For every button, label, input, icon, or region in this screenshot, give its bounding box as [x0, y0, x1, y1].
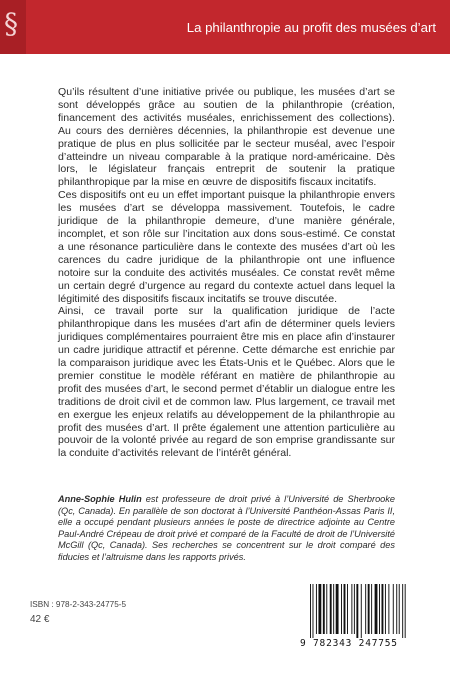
section-sign-icon: § — [4, 7, 18, 40]
barcode-bar — [399, 584, 400, 634]
barcode-bar — [382, 584, 384, 634]
barcode-bar — [323, 584, 325, 634]
barcode-bar — [385, 584, 386, 634]
barcode-bar — [326, 584, 327, 634]
barcode-bar — [361, 584, 362, 638]
barcode-digits: 9 782343 247755 — [300, 638, 398, 649]
barcode-bar — [396, 584, 397, 634]
barcode-bar — [344, 584, 346, 634]
barcode-bar — [356, 584, 358, 638]
barcode-bar — [388, 584, 389, 634]
price: 42 € — [30, 614, 50, 625]
summary-paragraph-2: Ces dispositifs ont eu un effet important puisque la philanthropie envers les musées d’art se développa massivement. Toutefois, le cadre juridique de la philanthropie demeure, d’une manière générale, incomplet, et son rôle sur l’incitation aux dons sous-estimé. Ce constat a une résonance particulière dans le contexte des musées d’art où les carences du cadre juridique de la philanthropie ont une influence notoire sur la conduite des activités muséales. Ce constat revêt même un certain degré d’urgence au regard du contexte actuel dans lequel la légitimité des dispositifs fiscaux incitatifs se trouve discutée. — [58, 189, 395, 305]
barcode-bar — [310, 584, 311, 638]
barcode-bar — [341, 584, 342, 634]
barcode-bar — [313, 584, 314, 638]
barcode-bar — [354, 584, 355, 634]
author-name: Anne-Sophie Hulin — [58, 494, 142, 504]
barcode-bar — [347, 584, 348, 634]
barcode-bar — [333, 584, 334, 634]
barcode — [300, 584, 424, 654]
author-bio-text: est professeure de droit privé à l’Université de Sherbrooke (Qc, Canada). En parallèle de son doctorat à l’Université Panthéon-Assas Paris II, elle a occupé pendant plusieurs années le poste de directrice adjointe au Centre Paul-André Crépeau de droit privé et comparé de la Faculté de droit de l’Université McGill (Qc, Canada). Ses recherches se concentrent sur le droit comparé des fiducies et l’altruisme dans les rapports privés. — [58, 494, 395, 562]
barcode-bar — [393, 584, 394, 634]
barcode-bars — [308, 584, 424, 638]
barcode-bar — [402, 584, 403, 638]
barcode-bar — [375, 584, 378, 634]
barcode-bar — [379, 584, 380, 634]
summary-text — [58, 86, 395, 460]
publisher-logo — [0, 0, 26, 54]
isbn: ISBN : 978-2-343-24775-5 — [30, 600, 127, 609]
barcode-bar — [316, 584, 317, 634]
barcode-bar — [405, 584, 406, 638]
summary-paragraph-1: Qu’ils résultent d’une initiative privée ou publique, les musées d’art se sont développés grâce au soutien de la philanthropie (création, financement des activités muséales, enrichissement des collections). Au cours des dernières décennies, la philanthropie est devenue une pratique de plus en plus sollicitée par le secteur muséal, avec l’espoir d’atteindre un niveau comparable à la pratique nord-américaine. Dès lors, le législateur français entreprit de soutenir la pratique philanthropique par la mise en œuvre de dispositifs fiscaux incitatifs. — [58, 86, 395, 189]
barcode-bar — [351, 584, 352, 634]
barcode-bar — [371, 584, 372, 634]
barcode-bar — [368, 584, 370, 634]
barcode-bar — [318, 584, 321, 634]
book-title: La philanthropie au profit des musées d’art — [186, 20, 436, 35]
summary-paragraph-3: Ainsi, ce travail porte sur la qualification juridique de l’acte philanthropique dans les musées d’art afin de déterminer quels leviers juridiques complémentaires pourraient être mis en place afin d’instaurer un cadre juridique attractif et pérenne. Cette démarche est enrichie par la comparaison juridique avec les États-Unis et le Québec. Alors que le premier constitue le modèle référant en matière de philanthropie au profit des musées d’art, le second permet d’établir un dialogue entre les traditions de droit civil et de common law. Plus largement, ce travail met en exergue les enjeux relatifs au développement de la philanthropie au profit des musées d’art. Il prête également une attention particulière au pouvoir de la volonté privée au regard de son emprise grandissante sur la conduite d’activités relevant de l’intérêt général. — [58, 305, 395, 460]
barcode-bar — [330, 584, 332, 634]
barcode-bar — [336, 584, 339, 634]
barcode-bar — [365, 584, 366, 634]
author-bio — [58, 494, 395, 564]
